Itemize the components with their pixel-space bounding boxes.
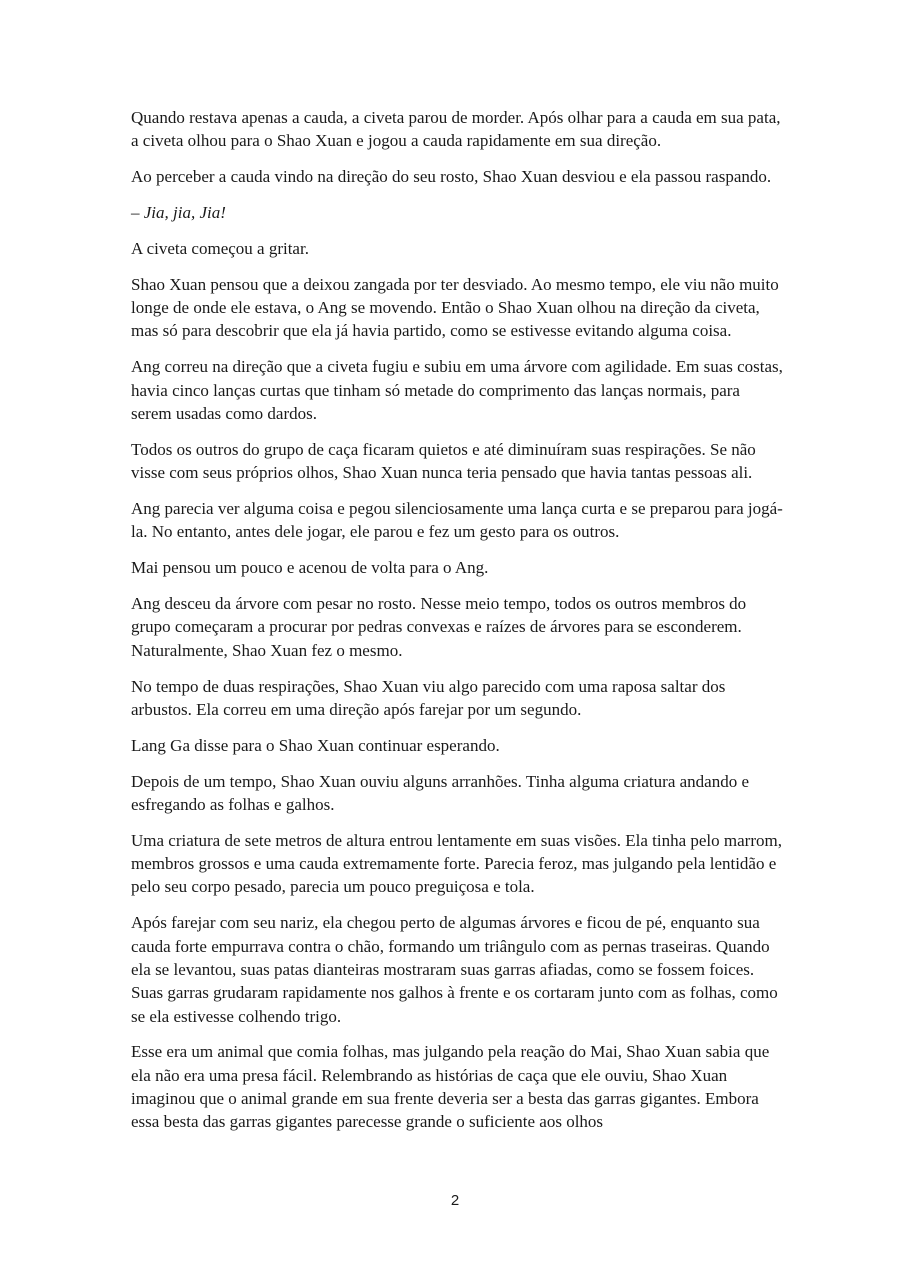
paragraph-4: A civeta começou a gritar. — [131, 238, 309, 258]
paragraph-12: Lang Ga disse para o Shao Xuan continuar esperando. — [131, 735, 500, 755]
paragraph-5: Shao Xuan pensou que a deixou zangada por ter desviado. Ao mesmo tempo, ele viu não muito longe de onde ele estava, o Ang se movendo. Então o Shao Xuan olhou na direção da civeta, mas só para descobrir que ela já havia partido, como se estivesse evitando alguma coisa. — [131, 274, 779, 341]
paragraph-13: Depois de um tempo, Shao Xuan ouviu alguns arranhões. Tinha alguma criatura andando e esfregando as folhas e galhos. — [131, 771, 750, 814]
paragraph-11: No tempo de duas respirações, Shao Xuan viu algo parecido com uma raposa saltar dos arbustos. Ela correu em uma direção após farejar por um segundo. — [131, 676, 726, 719]
paragraph-16: Esse era um animal que comia folhas, mas julgando pela reação do Mai, Shao Xuan sabia que ela não era uma presa fácil. Relembrando as histórias de caça que ele ouviu, Shao Xuan imaginou que o animal grande em sua frente deveria ser a besta das garras gigantes. Embora essa besta das garras gigantes parecesse grande o suficiente aos olhos — [131, 1042, 770, 1132]
paragraph-7: Todos os outros do grupo de caça ficaram quietos e até diminuíram suas respirações. Se não visse com seus próprios olhos, Shao Xuan nunca teria pensado que havia tantas pessoas ali. — [131, 439, 756, 483]
paragraph-8: Ang parecia ver alguma coisa e pegou silenciosamente uma lança curta e se preparou para jogá-la. No entanto, antes dele jogar, ele parou e fez um gesto para os outros. — [131, 499, 783, 542]
paragraph-3-dialogue: – Jia, jia, Jia! — [131, 203, 226, 223]
body-text — [131, 106, 783, 1146]
paragraph-9: Mai pensou um pouco e acenou de volta para o Ang. — [131, 558, 489, 578]
paragraph-15: Após farejar com seu nariz, ela chegou perto de algumas árvores e ficou de pé, enquanto sua cauda forte empurrava contra o chão, formando um triângulo com as pernas traseiras. Quando ela se levantou, suas patas dianteiras mostraram suas garras afiadas, como se fossem foices. Suas garras grudaram rapidamente nos galhos à frente e os cortaram junto com as folhas, como se ela estivesse colhendo trigo. — [131, 913, 778, 1026]
paragraph-1: Quando restava apenas a cauda, a civeta parou de morder. Após olhar para a cauda em sua pata, a civeta olhou para o Shao Xuan e jogou a cauda rapidamente em sua direção. — [131, 108, 781, 151]
paragraph-2: Ao perceber a cauda vindo na direção do seu rosto, Shao Xuan desviou e ela passou raspando. — [131, 167, 772, 187]
paragraph-14: Uma criatura de sete metros de altura entrou lentamente em suas visões. Ela tinha pelo marrom, membros grossos e uma cauda extremamente forte. Parecia feroz, mas julgando pela lentidão e pelo seu corpo pesado, parecia um pouco preguiçosa e tola. — [131, 830, 782, 897]
page-number: 2 — [450, 1192, 460, 1209]
paragraph-10: Ang desceu da árvore com pesar no rosto. Nesse meio tempo, todos os outros membros do grupo começaram a procurar por pedras convexas e raízes de árvores para se esconderem. Naturalmente, Shao Xuan fez o mesmo. — [131, 594, 747, 660]
paragraph-6: Ang correu na direção que a civeta fugiu e subiu em uma árvore com agilidade. Em suas costas, havia cinco lanças curtas que tinham só metade do comprimento das lanças normais, para serem usadas como dardos. — [131, 357, 783, 423]
